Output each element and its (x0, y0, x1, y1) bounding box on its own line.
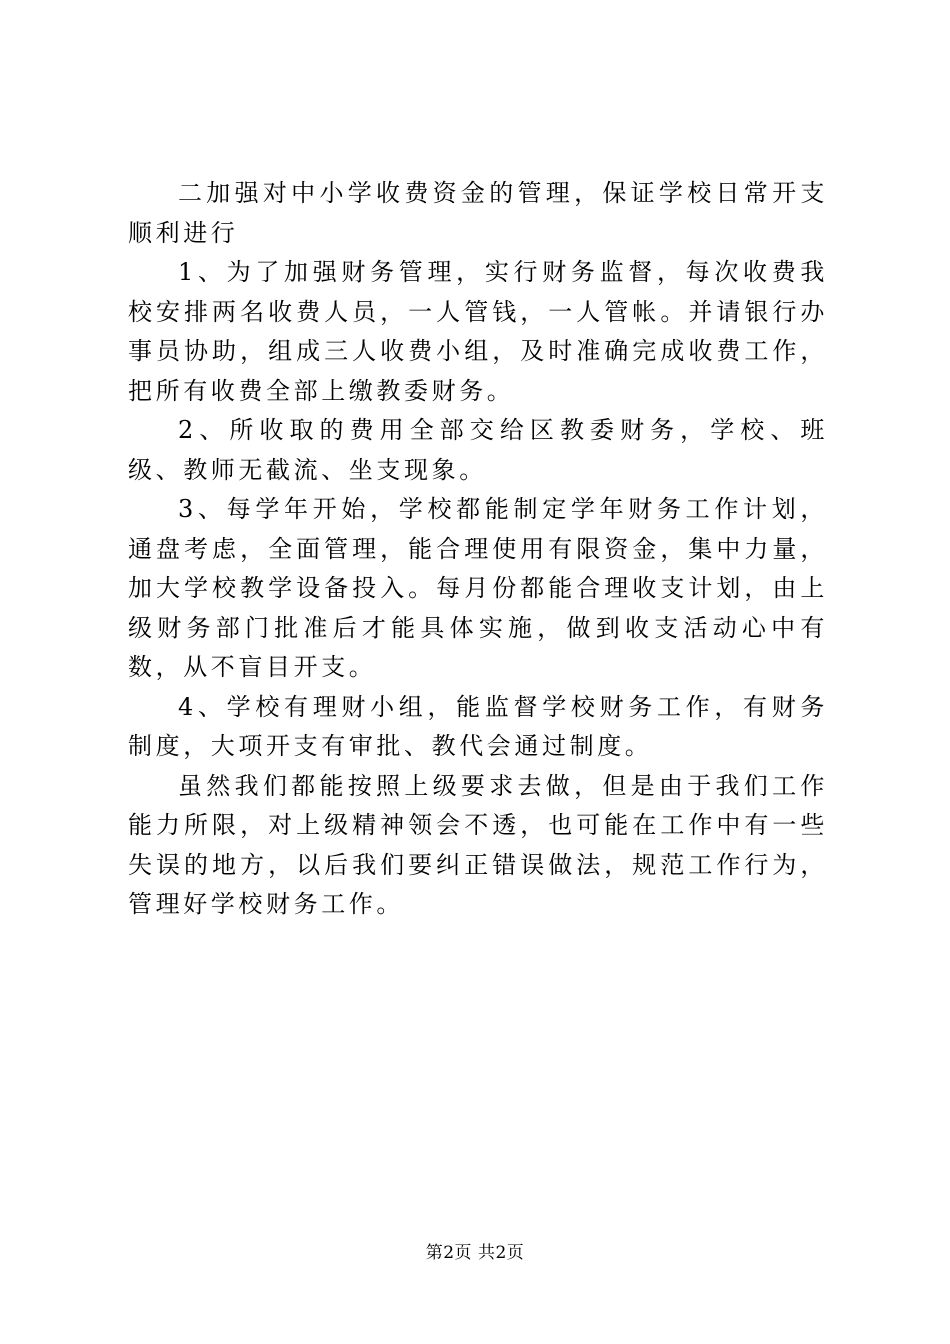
section-heading: 二加强对中小学收费资金的管理，保证学校日常开支顺利进行 (128, 179, 828, 247)
paragraph-item-1: 1、为了加强财务管理，实行财务监督，每次收费我校安排两名收费人员，一人管钱，一人管帐。并请银行办事员协助，组成三人收费小组，及时准确完成收费工作，把所有收费全部上缴教委财务。 (128, 258, 828, 405)
closing-paragraph: 虽然我们都能按照上级要求去做，但是由于我们工作能力所限，对上级精神领会不透，也可能在工作中有一些失误的地方，以后我们要纠正错误做法，规范工作行为，管理好学校财务工作。 (128, 771, 828, 918)
paragraph-item-4: 4、学校有理财小组，能监督学校财务工作，有财务制度，大项开支有审批、教代会通过制度。 (128, 692, 828, 760)
document-body (128, 174, 828, 925)
paragraph-item-2: 2、所收取的费用全部交给区教委财务，学校、班级、教师无截流、坐支现象。 (128, 416, 828, 484)
page-number-footer: 第2页 共2页 (425, 1243, 525, 1263)
paragraph-item-3: 3、每学年开始，学校都能制定学年财务工作计划，通盘考虑，全面管理，能合理使用有限资金，集中力量，加大学校教学设备投入。每月份都能合理收支计划，由上级财务部门批准后才能具体实施，做到收支活动心中有数，从不盲目开支。 (128, 495, 828, 681)
